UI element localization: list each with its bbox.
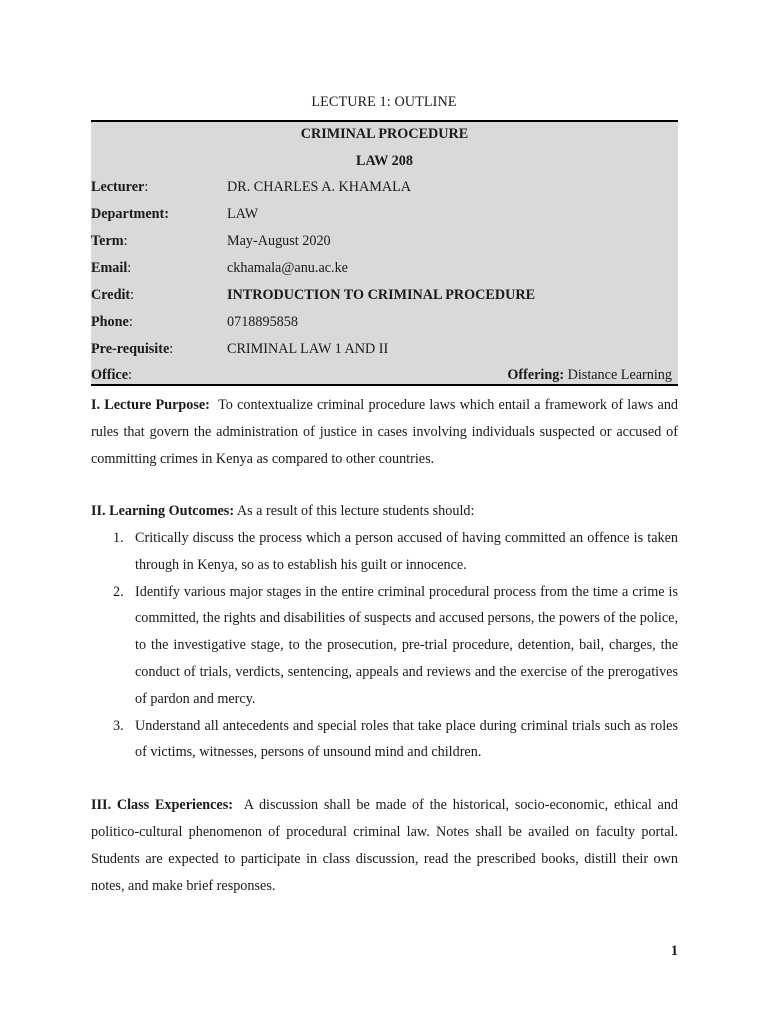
list-item (91, 525, 678, 579)
email-row (91, 260, 678, 280)
list-item-text: Critically discuss the process which a person accused of having committed an offence is taken through in Kenya, so as to establish his guilt or innocence. (135, 530, 678, 573)
term-row (91, 233, 678, 253)
office-label: Office: (91, 367, 132, 383)
term-value: May-August 2020 (227, 233, 331, 249)
experiences-heading: III. Class Experiences: (91, 797, 233, 813)
prerequisite-value: CRIMINAL LAW 1 AND II (227, 341, 389, 357)
offering (507, 367, 672, 384)
lecturer-value: DR. CHARLES A. KHAMALA (227, 179, 412, 195)
credit-row (91, 287, 678, 307)
purpose-heading: I. Lecture Purpose: (91, 397, 210, 413)
prerequisite-row (91, 341, 678, 361)
phone-value: 0718895858 (227, 314, 298, 330)
lecture-heading: LECTURE 1: OUTLINE (311, 94, 457, 110)
phone-row (91, 314, 678, 334)
list-item (91, 579, 678, 713)
credit-label: Credit: (91, 287, 135, 303)
list-item-text: Understand all antecedents and special roles that take place during criminal trials such as roles of victims, witnesses, persons of unsound mind and children. (135, 717, 678, 761)
offering-value: Distance Learning (567, 367, 672, 383)
lecturer-label: Lecturer: (91, 179, 149, 195)
email-value[interactable]: ckhamala@anu.ac.ke (227, 260, 348, 276)
experiences-text: A discussion shall be made of the historical, socio-economic, ethical and politico-cultural phenomenon of procedural criminal law. Notes shall be availed on faculty portal. Students are expected to participate in class discussion, read the prescribed books, distill their own notes, and make brief responses. (91, 797, 679, 894)
email-label: Email: (91, 260, 132, 276)
purpose-text: To contextualize criminal procedure laws which entail a framework of laws and rules that govern the administration of justice in cases involving individuals suspected or accused of committing crimes in Kenya as compared to other countries. (91, 397, 679, 467)
outcomes-heading: II. Learning Outcomes: (91, 503, 235, 519)
term-label: Term: (91, 233, 128, 249)
list-item-text: Identify various major stages in the entire criminal procedural process from the time a crime is committed, the rights and disabilities of suspects and accused persons, the powers of the police, to the investigative stage, to the prosecution, pre-trial procedure, detention, bail, charges, the conduct of trials, verdicts, sentencing, appeals and reviews and the exercise of the prerogatives of pardon and mercy. (135, 583, 678, 707)
course-code: LAW 208 (356, 153, 413, 169)
list-number: 3. (113, 717, 124, 734)
course-title: CRIMINAL PROCEDURE (300, 126, 469, 142)
outcomes-list (91, 525, 678, 766)
list-number: 2. (113, 583, 124, 600)
outcomes-intro: As a result of this lecture students should: (236, 503, 475, 519)
class-experiences (91, 792, 678, 900)
department-label: Department: (91, 206, 170, 222)
department-value: LAW (227, 206, 259, 222)
offering-label: Offering: (507, 367, 565, 383)
lecturer-row (91, 179, 678, 199)
list-item (91, 713, 678, 767)
course-info-box (91, 120, 678, 386)
learning-outcomes-heading-line (91, 498, 678, 525)
credit-value: INTRODUCTION TO CRIMINAL PROCEDURE (227, 287, 536, 303)
page-number: 1 (670, 943, 678, 959)
phone-label: Phone: (91, 314, 133, 330)
department-row (91, 206, 678, 226)
lecture-purpose (91, 392, 678, 473)
office-row (91, 367, 678, 387)
prerequisite-label: Pre-requisite: (91, 341, 174, 357)
list-number: 1. (113, 530, 124, 546)
